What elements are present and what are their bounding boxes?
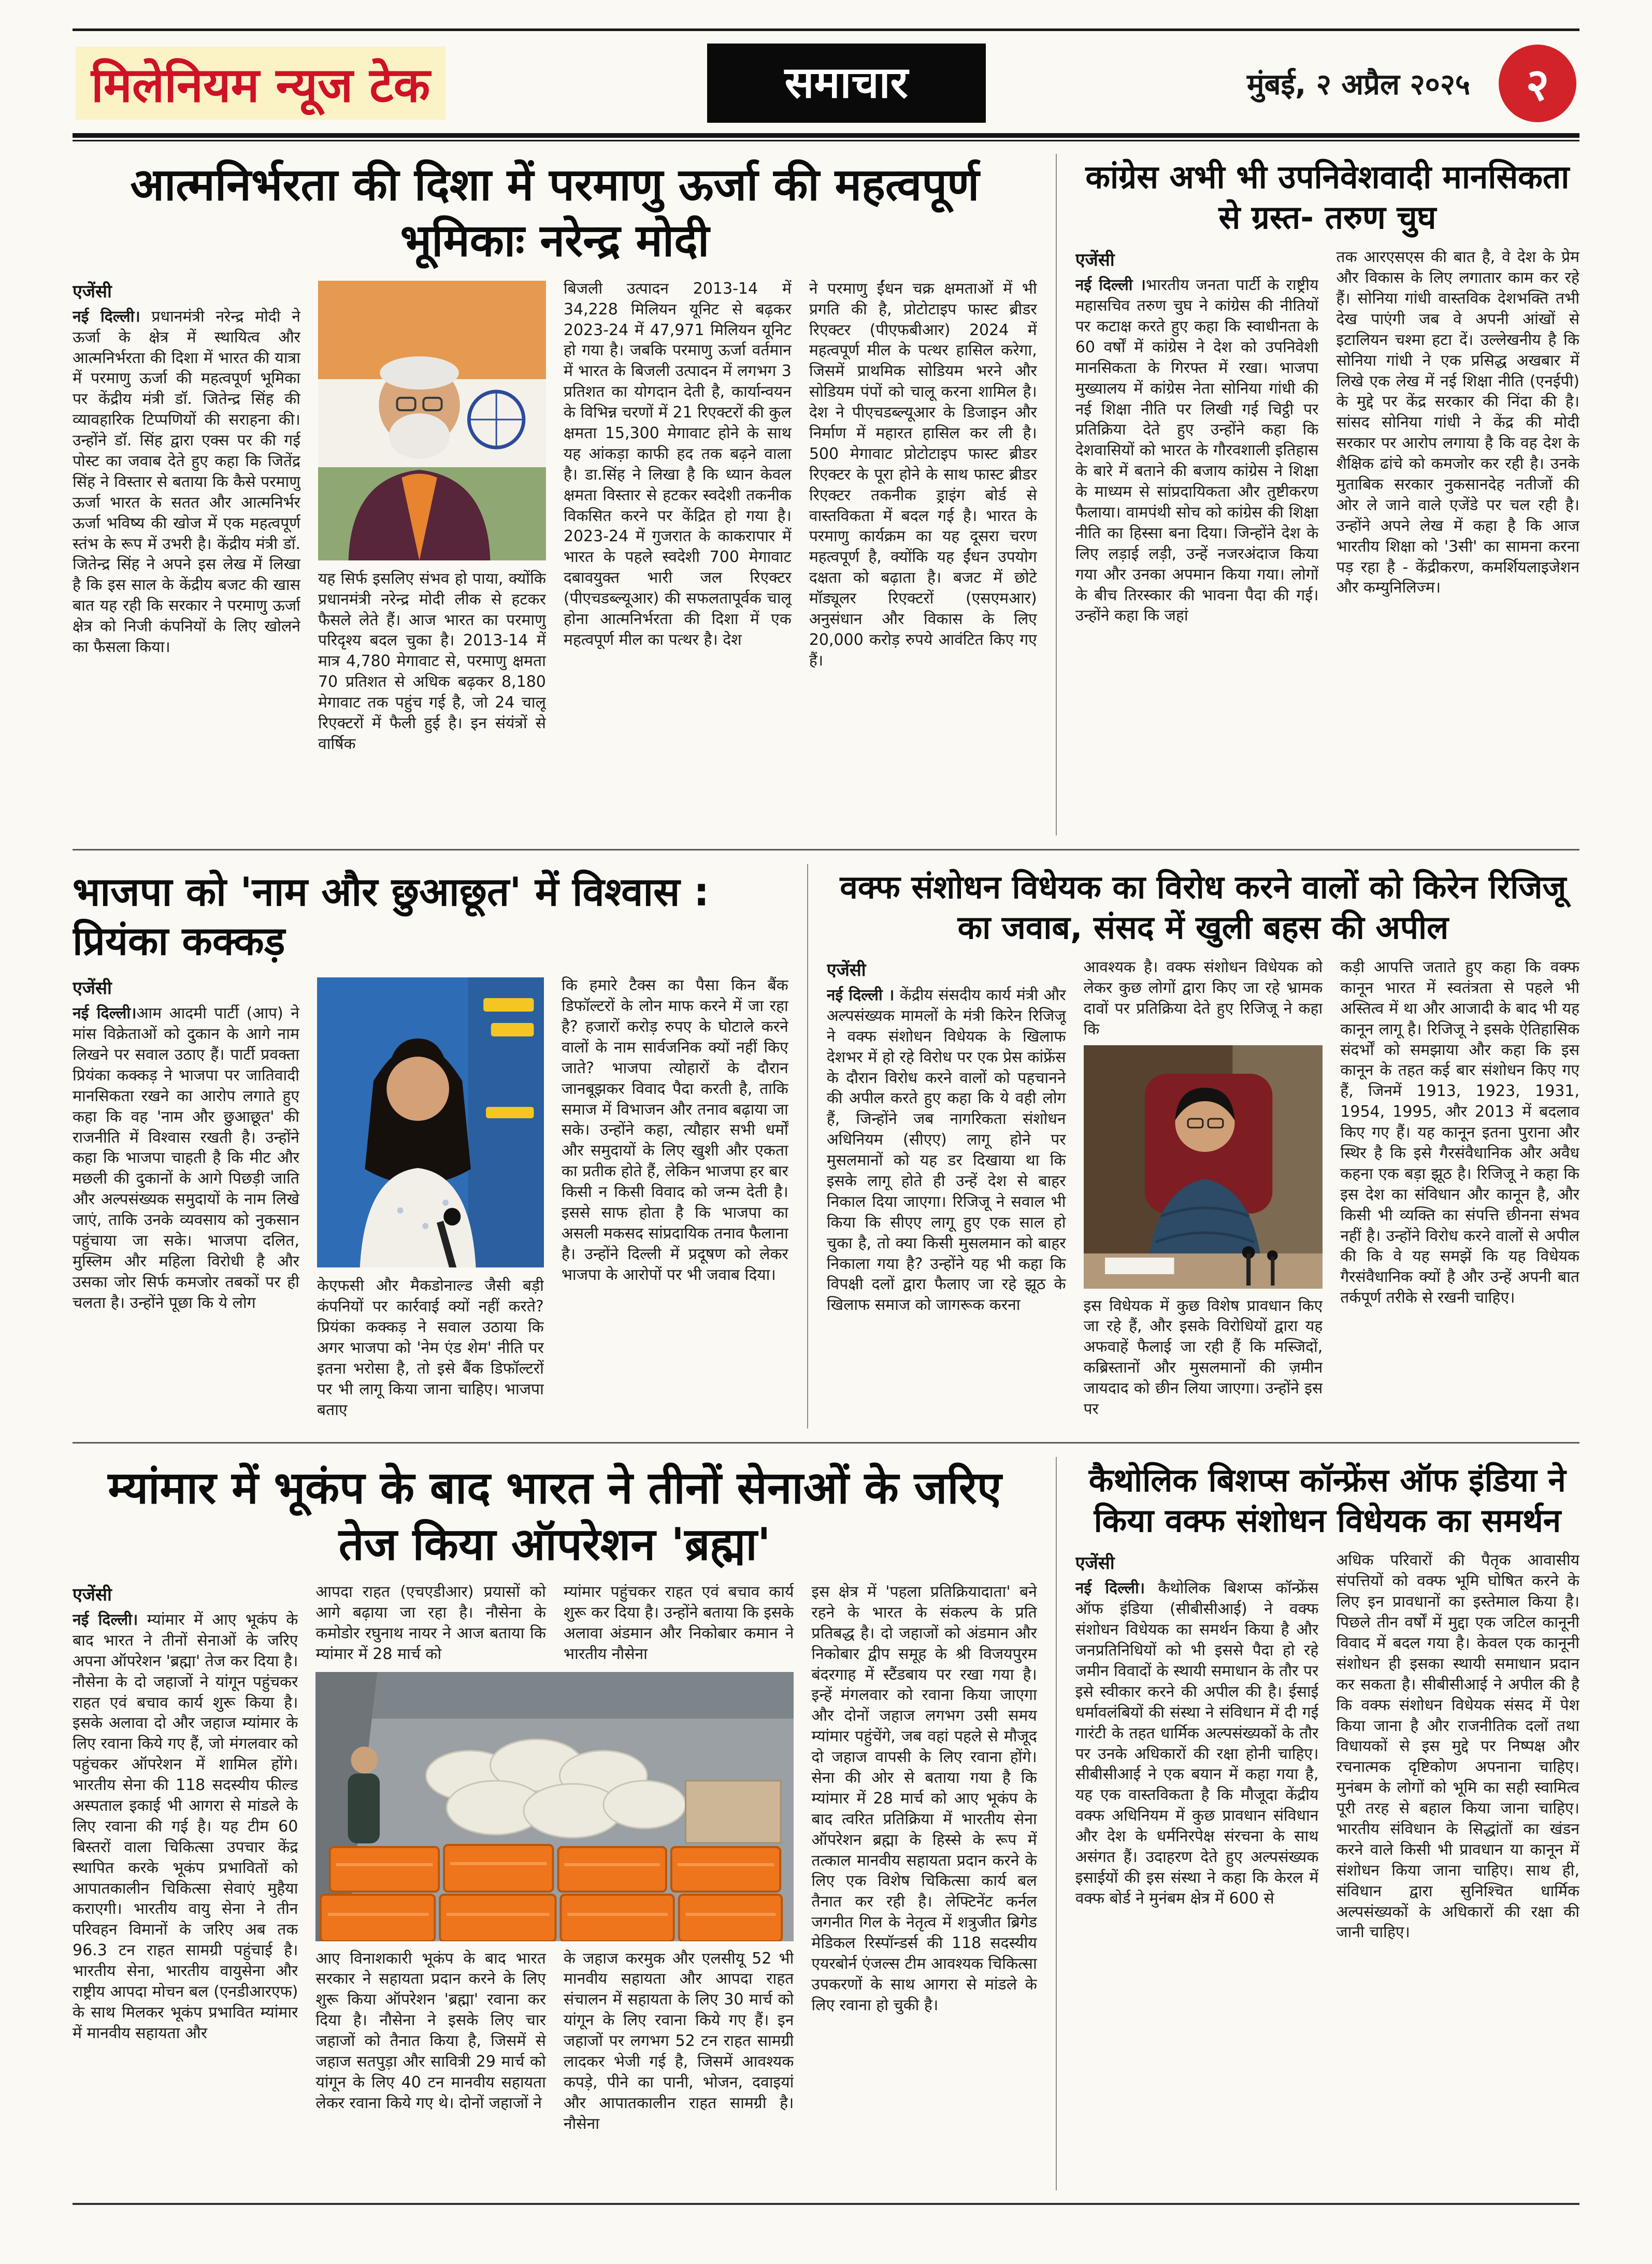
body-text: म्यांमार पहुंचकर राहत एवं बचाव कार्य शुरू कर दिया है। उन्होंने बताया कि इसके अलावा अंडमान और निकोबार कमान ने भारतीय नौसेना [563,1582,794,1663]
body-text: यह सिर्फ इसलिए संभव हो पाया, क्योंकि प्रधानमंत्री नरेन्द्र मोदी लीक से हटकर फैसले लेते हैं। आज भारत का परमाणु परिदृश्य बदल चुका है। 2013-14 में मात्र 4,780 मेगावाट से, परमाणु क्षमता 70 प्रतिशत से अधिक बढ़कर 8,180 मेगावाट तक पहुंच गई है, जो 24 चालू रिएक्टरों में फैली हुई है। इन संयंत्रों से वार्षिक [318,569,546,753]
column-divider [1056,154,1057,835]
row-divider [73,849,1579,850]
congress-headline: कांग्रेस अभी भी उपनिवेशवादी मानसिकता से ग्रस्त- तरुण चुघ [1085,158,1570,237]
agency-byline: एजेंसी [1075,1553,1115,1574]
body-text: प्रधानमंत्री नरेन्द्र मोदी ने ऊर्जा के क्षेत्र में स्थायित्व और आत्मनिर्भरता की दिशा में भारत की यात्रा में परमाणु ऊर्जा की महत्वपूर्ण भूमिका पर केंद्रीय मंत्री डॉ. जितेन्द्र सिंह की व्यावहारिक टिप्पणियों की सराहना की। उन्होंने डॉ. सिंह द्वारा एक्स पर की गई पोस्ट का जवाब देते हुए कहा कि जितेंद्र सिंह ने विस्तार से बताया कि कैसे परमाणु ऊर्जा भारत के सतत और आत्मनिर्भर ऊर्जा भविष्य की खोज में एक महत्वपूर्ण स्तंभ के रूप में उभरी है। केंद्रीय मंत्री डॉ. जितेन्द्र सिंह ने अपने इस लेख में लिखा है कि इस साल के केंद्रीय बजट की खास बात यह रही कि सरकार ने परमाणु ऊर्जा क्षेत्र को निजी कंपनियों के लिए खोलने का फैसला किया। [73,307,300,656]
body-text: आम आदमी पार्टी (आप) ने मांस विक्रेताओं को दुकान के आगे नाम लिखने पर सवाल उठाए हैं। पार्टी प्रवक्ता प्रियंका कक्कड़ ने भाजपा पर जातिवादी मानसिकता रखने का आरोप लगाते हुए कहा कि वह 'नाम और छुआछूत' की राजनीति में विश्वास रखती है। उन्होंने कहा कि भाजपा चाहती है कि मीट और मछली की दुकानों के आगे पिछड़ी जाति और अल्पसंख्यक समुदायों के नाम लिखे जाएं, ताकि उनके व्यवसाय को नुकसान पहुंचाया जा सके। भाजपा दलित, मुस्लिम और महिला विरोधी है और उसका जोर सिर्फ कमजोर तबकों पर ही चलता है। उन्होंने पूछा कि ये लोग [73,1004,299,1312]
body-text: इस क्षेत्र में 'पहला प्रतिक्रियादाता' बने रहने के भारत के संकल्प के प्रति प्रतिबद्ध है। दो जहाजों को अंडमान और निकोबार द्वीप समूह के श्री विजयपुरम बंदरगाह में स्टैंडबाय पर रखा गया है। इन्हें मंगलवार को रवाना किया जाएगा और दोनों जहाज लगभग उसी समय म्यांमार पहुंचेंगे, जब वहां पहले से मौजूद दो जहाज वापसी के लिए रवाना होंगे। सेना की ओर से बताया गया है कि म्यांमार में 28 मार्च को आए भूकंप के बाद त्वरित प्रतिक्रिया में भारतीय सेना ऑपरेशन ब्रह्मा के हिस्से के रूप में तत्काल मानवीय सहायता प्रदान करने के लिए एक विशेष चिकित्सा कार्य बल तैनात कर रही है। लेफ्टिनेंट कर्नल जगनीत गिल के नेतृत्व में शत्रुजीत ब्रिगेड मेडिकल रिस्पॉन्डर्स की 118 सदस्यीय एयरबोर्न एंजल्स टीम आवश्यक चिकित्सा उपकरणों के साथ आगरा से मांडले के लिए रवाना हो चुकी है। [811,1582,1037,2014]
column-divider [1056,1457,1057,2190]
catholic-col-2 [1336,1550,1579,2159]
section-title-box [707,44,986,123]
city-dateline: नई दिल्ली। [1075,1579,1145,1598]
modi-col-2 [318,279,546,835]
myanmar-middle-block [315,1582,794,2190]
article-myanmar [73,1457,1037,2190]
header-right [1247,45,1576,122]
masthead: मिलेनियम न्यूज टेक [76,47,446,120]
body-text: अधिक परिवारों की पैतृक आवासीय संपत्तियों को वक्फ भूमि घोषित करने के लिए इन प्रावधानों का इस्तेमाल किया है। पिछले तीन वर्षों में मुद्दा एक जटिल कानूनी विवाद में बदल गया है। केवल एक कानूनी संशोधन ही इसका स्थायी समाधान प्रदान कर सकता है। सीबीसीआई ने अपील की है कि वक्फ संशोधन विधेयक संसद में पेश किया जाना है और राजनीतिक दलों तथा विधायकों से इस मुद्दे पर निष्पक्ष और रचनात्मक दृष्टिकोण अपनाना चाहिए। मुनंबम के लोगों को भूमि का सही स्वामित्व पूरी तरह से बहाल किया जाना चाहिए। भारतीय संविधान के सिद्धांतों का खंडन करने वाले किसी भी प्रावधान या कानून में संशोधन किया जाना चाहिए। साथ ही, संविधान द्वारा सुनिश्चित धार्मिक अल्पसंख्यकों के अधिकारों की रक्षा की जानी चाहिए। [1336,1551,1579,1942]
body-text: आपदा राहत (एचएडीआर) प्रयासों को आगे बढ़ाया जा रहा है। नौसेना के कमोडोर रघुनाथ नायर ने आज बताया कि म्यांमार में 28 मार्च को [315,1582,546,1663]
myanmar-mid-bottom [315,1949,794,2190]
article-rijiju [827,864,1579,1429]
article-priyanka [73,864,788,1429]
priyanka-body [73,975,788,1429]
myanmar-col-1 [73,1582,298,2190]
column-divider [807,864,808,1429]
page-bottom-rule [73,2203,1579,2205]
agency-byline: एजेंसी [73,281,112,302]
catholic-body [1075,1550,1579,2159]
city-dateline: नई दिल्ली। [73,1004,137,1023]
rijiju-headline: वक्फ संशोधन विधेयक का विरोध करने वालों को किरेन रिजिजू का जवाब, संसद में खुली बहस की अपील [840,868,1567,946]
top-row [73,154,1579,835]
dateline: मुंबई, २ अप्रैल २०२५ [1247,67,1470,102]
article-congress [1075,154,1579,835]
congress-col-1 [1075,247,1319,804]
myanmar-mid-top [315,1582,794,1665]
rijiju-photo [1084,1045,1323,1289]
body-text: आए विनाशकारी भूकंप के बाद भारत सरकार ने सहायता प्रदान करने के लिए शुरू किया ऑपरेशन 'ब्रह्मा' रवाना कर दिया है। नौसेना ने इसके लिए चार जहाजों को तैनात किया है, जिसमें से जहाज सतपुड़ा और सावित्री 29 मार्च को यांगून के लिए 40 टन मानवीय सहायता लेकर रवाना किये गए थे। दोनों जहाजों ने [315,1949,546,2112]
article-modi [73,154,1037,835]
catholic-col-1 [1075,1550,1319,2159]
myanmar-headline: म्यांमार में भूकंप के बाद भारत ने तीनों सेनाओं के जरिए तेज किया ऑपरेशन 'ब्रह्मा' [108,1462,1002,1570]
agency-byline: एजेंसी [1075,250,1115,271]
modi-body [73,279,1037,835]
body-text: कि हमारे टैक्स का पैसा किन बैंक डिफॉल्टरों के लोन माफ करने में जा रहा है? हजारों करोड़ रुपए के घोटाले करने वालों के नाम सार्वजनिक क्यों नहीं किए जाते? भाजपा त्योहारों के दौरान जानबूझकर विवाद पैदा करती है, ताकि समाज में विभाजन और तनाव बढ़ाया जा सके। उन्होंने कहा, त्यौहार सभी धर्मों और समुदायों के लिए खुशी और एकता का प्रतीक होते हैं, लेकिन भाजपा हर बार किसी न किसी विवाद को जन्म देती है। इससे साफ होता है कि भाजपा का असली मकसद सांप्रदायिक तनाव फैलाना है। उन्होंने दिल्ली में प्रदूषण को लेकर भाजपा के आरोपों पर भी जवाब दिया। [561,976,788,1284]
body-text [1075,1578,1319,1909]
congress-col-2 [1336,247,1579,804]
body-text: केएफसी और मैकडोनाल्ड जैसी बड़ी कंपनियों पर कार्रवाई क्यों नहीं करते? प्रियंका कक्कड़ ने सवाल उठाया कि अगर भाजपा को 'नेम एंड शेम' नीति पर इतना भरोसा है, तो इसे बैंक डिफॉल्टरों पर भी लागू किया जाना चाहिए। भाजपा बताए [317,1277,544,1419]
body-text [827,985,1066,1316]
body-text: कैथोलिक बिशप्स कॉन्फ्रेंस ऑफ इंडिया (सीबीसीआई) ने वक्फ संशोधन विधेयक का समर्थन किया है और जनप्रतिनिधियों को भी इससे पैदा हो रहे जमीन विवादों के स्थायी समाधान के तौर पर इसे स्वीकार करने की अपील की है। ईसाई धर्मावलंबियों की संस्था ने संविधान में दी गई गारंटी के तहत धार्मिक अल्पसंख्यकों के तौर पर उनके अधिकारों की रक्षा होनी चाहिए। सीबीसीआई ने एक बयान में कहा गया है, यह एक वास्तविकता है कि मौजूदा केंद्रीय वक्फ अधिनियम में कुछ प्रावधान संविधान और देश के धर्मनिरपेक्ष संरचना के साथ असंगत हैं। उदाहरण देते हुए अल्पसंख्यक इसाईयों की इस संस्था ने कहा कि केरल में वक्फ बोर्ड ने मुनंबम क्षेत्र में 600 से [1075,1579,1319,1908]
agency-byline: एजेंसी [73,978,112,999]
priyanka-col-1 [73,975,299,1429]
body-text: तक आरएसएस की बात है, वे देश के प्रेम और विकास के लिए लगातार काम कर रहे हैं। सोनिया गांधी वास्तविक देशभक्ति तभी देख पाएंगी जब वे अपनी आंखों से इटालियन चश्मा हटा दें। उल्लेखनीय है कि सोनिया गांधी ने एक प्रसिद्ध अखबार में लिखे एक लेख में नई शिक्षा नीति (एनईपी) के मुद्दे पर केंद्र सरकार की निंदा की है। सांसद सोनिया गांधी ने केंद्र की मोदी सरकार पर आरोप लगाया है कि वह देश के शैक्षिक ढांचे को कमजोर कर रही है। उनके मुताबिक सरकार नुकसानदेह नतीजों की ओर ले जाने वाले एजेंडे पर चल रही है। उन्होंने अपने लेख में कहा है कि आज भारतीय शिक्षा को '3सी' का सामना करना पड़ रहा है - केंद्रीकरण, कमर्शियलाइजेशन और कम्युनिलिज्म। [1336,248,1579,597]
relief-supplies-photo [315,1672,794,1941]
page-header [73,28,1579,133]
body-text: ने परमाणु ईंधन चक्र क्षमताओं में भी प्रगति की है, प्रोटोटाइप फास्ट ब्रीडर रिएक्टर (पीएफबीआर) 2024 में महत्वपूर्ण मील के पत्थर हासिल करेगा, जिसमें प्राथमिक सोडियम भरने और सोडियम पंपों को चालू करना शामिल है। देश ने पीएचडब्ल्यूआर के डिजाइन और निर्माण में महारत हासिल कर ली है। 500 मेगावाट प्रोटोटाइप फास्ट ब्रीडर रिएक्टर के पूरा होने के साथ फास्ट ब्रीडर रिएक्टर तकनीक ड्राइंग बोर्ड से वास्तविकता में बदल गई है। भारत के परमाणु कार्यक्रम का यह दूसरा चरण महत्वपूर्ण है, क्योंकि यह ईंधन उपयोग दक्षता को बढ़ाता है। बजट में छोटे मॉड्यूलर रिएक्टरों (एसएमआर) अनुसंधान और विकास के लिए 20,000 करोड़ रुपये आवंटित किए गए हैं। [809,279,1037,670]
body-text: केंद्रीय संसदीय कार्य मंत्री और अल्पसंख्यक मामलों के मंत्री किरेन रिजिजू ने वक्फ संशोधन विधेयक के खिलाफ देशभर में हो रहे विरोध पर एक प्रेस कांफ्रेंस के दौरान विरोध करने वालों को पहचानने की अपील करते हुए कहा कि ये वही लोग हैं, जिन्होंने जब नागरिकता संशोधन अधिनियम (सीएए) लागू होने पर मुसलमानों को यह डर दिखाया था कि इसके लागू होते ही उन्हें देश से बाहर निकाल दिया जाएगा। रिजिजू ने सवाल भी किया कि सीएए लागू हुए एक साल हो चुका है, तो क्या किसी मुसलमान को बाहर निकाला गया है? उन्होंने यह भी कहा कि विपक्षी दलों द्वारा फैलाए जा रहे झूठ के खिलाफ समाज को जागरूक करना [826,986,1066,1315]
body-text: कड़ी आपत्ति जताते हुए कहा कि वक्फ कानून भारत में स्वतंत्रता से पहले भी अस्तित्व में था और आजादी के बाद भी यह कानून लागू है। रिजिजू ने इसके ऐतिहासिक संदर्भों को समझाया और कहा कि इस कानून के तहत कई बार संशोधन किए गए हैं, जिनमें 1913, 1923, 1931, 1954, 1995, और 2013 में बदलाव किए गए हैं। यह कानून इतना पुराना और स्थिर है कि इसे गैरसंवैधानिक और अवैध कहना एक बड़ा झूठ है। रिजिजू ने कहा कि इस देश का संविधान और कानून है, और किसी भी व्यक्ति का संपत्ति छीनना संभव नहीं है। उन्होंने विरोध करने वालों से अपील की कि वे यह समझें कि यह विधेयक गैरसंवैधानिक क्यों है और उन्हें अपनी बात तर्कपूर्ण तरीके से रखनी चाहिए। [1340,958,1579,1307]
agency-byline: एजेंसी [826,959,866,980]
priyanka-col-3 [562,975,788,1429]
modi-col-4 [809,279,1037,835]
body-text: म्यांमार में आए भूकंप के बाद भारत ने तीनों सेनाओं के जरिए अपना ऑपरेशन 'ब्रह्मा' तेज कर दिया है। नौसेना के दो जहाजों ने यांगून पहुंचकर राहत एवं बचाव कार्य शुरू किया है। इसके अलावा दो और जहाज म्यांमार के लिए रवाना किये गए हैं, जो मंगलवार को पहुंचकर ऑपरेशन में शामिल होंगे। भारतीय सेना की 118 सदस्यीय फील्ड अस्पताल इकाई भी आगरा से मांडले के लिए रवाना की गई है। यह टीम 60 बिस्तरों वाला चिकित्सा उपचार केंद्र स्थापित करके भूकंप प्रभावितों को आपातकालीन चिकित्सा सेवाएं मुहैया कराएगी। भारतीय वायु सेना ने तीन परिवहन विमानों के जरिए अब तक 96.3 टन राहत सामग्री पहुंचाई है। भारतीय सेना, भारतीय वायुसेना और राष्ट्रीय आपदा मोचन बल (एनडीआरएफ) के साथ मिलकर भूकंप प्रभावित म्यांमार में मानवीय सहायता और [73,1610,298,2042]
body-text: भारतीय जनता पार्टी के राष्ट्रीय महासचिव तरुण चुघ ने कांग्रेस की नीतियों पर कटाक्ष करते हुए कहा कि स्वाधीनता के 60 वर्षों में कांग्रेस ने देश को उपनिवेशी मानसिकता के गिरफ्त में रखा। भाजपा मुख्यालय में कांग्रेस नेता सोनिया गांधी की नई शिक्षा नीति पर लिखी गई चिट्ठी पर प्रतिक्रिया देते हुए उन्होंने कहा कि देशवासियों को भारत के गौरवशाली इतिहास के बारे में बताने की बजाय कांग्रेस ने शिक्षा के माध्यम से सांप्रदायिकता और तुष्टीकरण फैलाया। वामपंथी सोच को कांग्रेस की शिक्षा नीति का हिस्सा बना दिया। जिन्होंने देश के लिए लड़ाई लड़ी, उन्हें नजरअंदाज किया गया और उनका अपमान किया गया। लोगों के बीच तिरस्कार की भावना पैदा की गई। उन्होंने कहा कि जहां [1075,276,1319,625]
modi-photo [318,281,546,560]
congress-body [1075,247,1579,804]
page-number-badge: २ [1499,45,1576,122]
modi-col-3 [564,279,792,835]
city-dateline: नई दिल्ली । [826,986,895,1004]
priyanka-col-2 [317,975,544,1429]
rijiju-body [827,957,1579,1426]
header-rule [73,133,1579,141]
city-dateline: नई दिल्ली। [73,1610,138,1629]
modi-col-1 [73,279,300,835]
city-dateline: नई दिल्ली । [1075,276,1146,295]
myanmar-col-4 [811,1582,1037,2190]
body-text: आवश्यक है। वक्फ संशोधन विधेयक को लेकर कुछ लोगों द्वारा किए जा रहे भ्रामक दावों पर प्रतिक्रिया देते हुए रिजिजू ने कहा कि [1083,958,1323,1039]
rijiju-col-3 [1340,957,1579,1426]
rijiju-col-2 [1084,957,1323,1426]
rijiju-col-1 [827,957,1066,1426]
body-text: के जहाज करमुक और एलसीयू 52 भी मानवीय सहायता और आपदा राहत संचालन में सहायता के लिए 30 मार्च को यांगून के लिए रवाना किये गए हैं। इन जहाजों पर लगभग 52 टन राहत सामग्री लादकर भेजी गई है, जिसमें आवश्यक कपड़े, पीने का पानी, भोजन, दवाइयां और आपातकालीन राहत सामग्री है। नौसेना [563,1949,794,2133]
bottom-row [73,1457,1579,2190]
article-catholic [1075,1457,1579,2190]
section-title: समाचार [784,57,908,108]
body-text: बिजली उत्पादन 2013-14 में 34,228 मिलियन यूनिट से बढ़कर 2023-24 में 47,971 मिलियन यूनिट हो गया है। जबकि परमाणु ऊर्जा वर्तमान में भारत के बिजली उत्पादन में लगभग 3 प्रतिशत का योगदान देती है, कार्यान्वयन के विभिन्न चरणों में 21 रिएक्टरों की कुल क्षमता 15,300 मेगावाट होने के साथ यह आंकड़ा काफी हद तक बढ़ने वाला है। डा.सिंह ने लिखा है कि ध्यान केवल क्षमता विस्तार से हटकर स्वदेशी तकनीक विकसित करने पर केंद्रित हो गया है। 2023-24 में गुजरात के काकरापार में भारत के पहले स्वदेशी 700 मेगावाट दबावयुक्त भारी जल रिएक्टर (पीएचडब्ल्यूआर) की सफलतापूर्वक चालू होना आत्मनिर्भरता की दिशा में एक महत्वपूर्ण मील का पत्थर है। देश [563,279,792,649]
myanmar-body [73,1582,1037,2190]
priyanka-photo [317,977,544,1267]
body-text: इस विधेयक में कुछ विशेष प्रावधान किए जा रहे हैं, और इसके विरोधियों द्वारा यह अफवाहें फैलाई जा रही हैं कि मस्जिदों, कब्रिस्तानों और मुसलमानों की ज़मीन जायदाद को छीन लिया जाएगा। उन्होंने इस पर [1083,1296,1323,1418]
modi-headline: आत्मनिर्भरता की दिशा में परमाणु ऊर्जा की महत्वपूर्ण भूमिकाः नरेन्द्र मोदी [130,159,980,267]
body-text [73,1610,298,2044]
catholic-headline: कैथोलिक बिशप्स कॉन्फ्रेंस ऑफ इंडिया ने किया वक्फ संशोधन विधेयक का समर्थन [1088,1461,1566,1540]
body-text [1075,275,1319,626]
agency-byline: एजेंसी [73,1584,112,1605]
middle-row [73,864,1579,1429]
city-dateline: नई दिल्ली। [73,307,140,326]
body-text [73,307,300,658]
priyanka-headline: भाजपा को 'नाम और छुआछूत' में विश्वास : प्रियंका कक्कड़ [73,868,710,964]
row-divider [73,1442,1579,1444]
body-text [73,1003,299,1313]
